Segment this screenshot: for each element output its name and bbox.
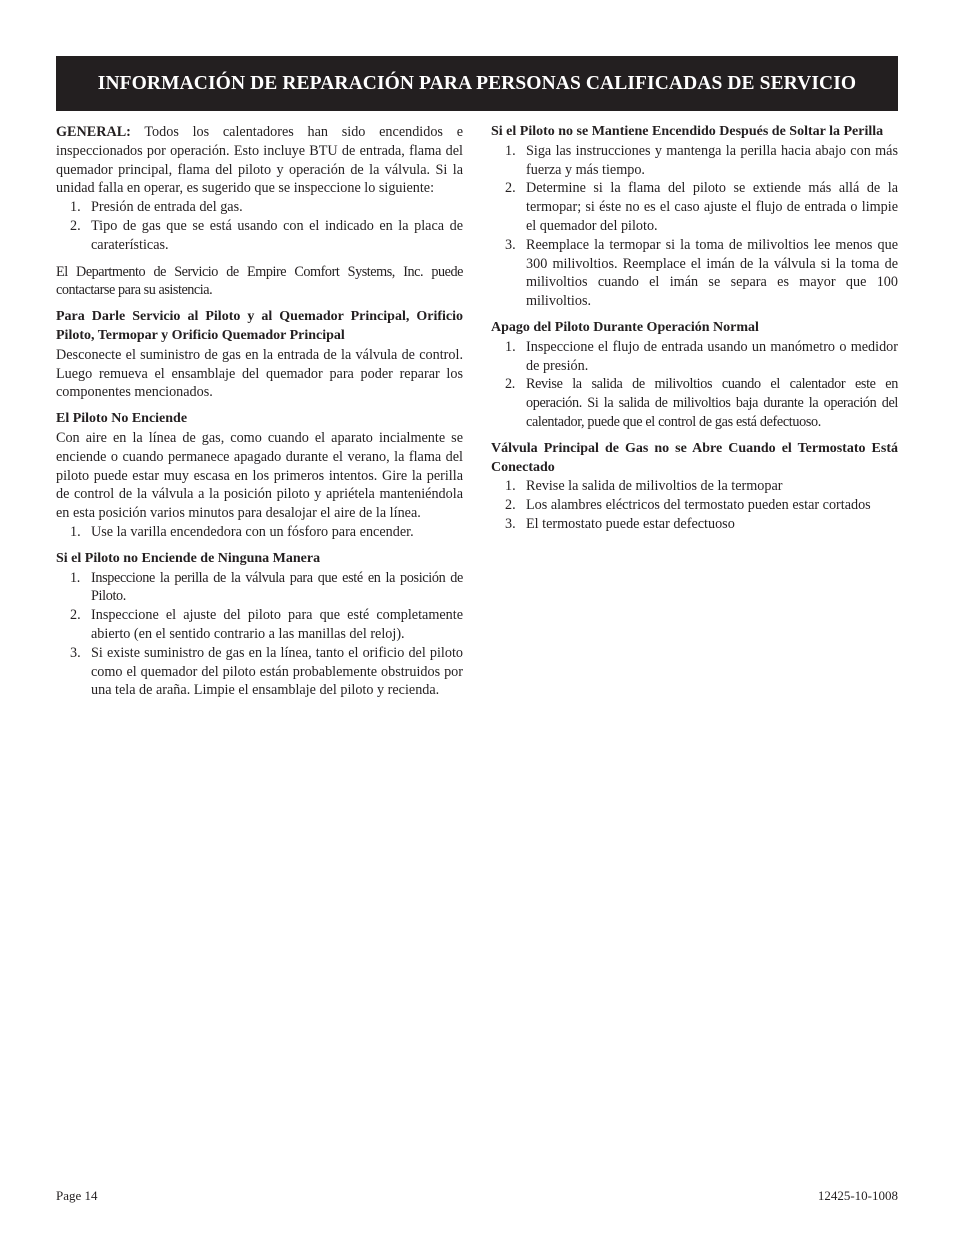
list-item xyxy=(491,477,898,496)
list-item xyxy=(491,515,898,534)
list-text: Revise la salida de milivoltios cuando el calentador este en operación. Si la salida de milivoltios baja durante la operación del calentador, puede que el control de gas está defectuoso. xyxy=(526,376,898,430)
list-text: El termostato puede estar defectuoso xyxy=(526,515,735,532)
outage-section xyxy=(491,319,898,432)
list-number: 1. xyxy=(70,199,81,216)
list-number: 3. xyxy=(505,236,516,253)
stays-lit-list xyxy=(491,142,898,311)
outage-heading: Apago del Piloto Durante Operación Normal xyxy=(491,319,759,335)
no-light-section xyxy=(56,410,463,542)
list-text: Presión de entrada del gas. xyxy=(91,199,243,216)
list-number: 1. xyxy=(70,569,80,586)
general-text: Todos los calentadores han sido encendidos e inspeccionados por operación. Esto incluye BTU de entrada, flama del quemador principal, flama del piloto y operación de la válvula. Si la unidad falla en operar, es sugerido que se inspeccione lo siguiente: xyxy=(56,124,463,197)
list-item xyxy=(56,198,463,217)
page-number: Page 14 xyxy=(56,1188,98,1203)
list-number: 1. xyxy=(70,523,81,540)
no-light-any-heading: Si el Piloto no Enciende de Ninguna Manera xyxy=(56,550,321,566)
list-number: 3. xyxy=(505,515,516,532)
general-list xyxy=(56,198,463,254)
list-item xyxy=(56,606,463,644)
list-item xyxy=(491,496,898,515)
page-title: INFORMACIÓN DE REPARACIÓN PARA PERSONAS CALIFICADAS DE SERVICIO xyxy=(97,72,857,94)
left-column xyxy=(56,123,463,708)
general-section xyxy=(56,123,463,255)
list-text: Determine si la flama del piloto se extiende más allá de la termopar; si éste no es el caso ajuste el flujo de entrada o limpie el quemador del piloto. xyxy=(526,180,898,234)
section-banner xyxy=(56,56,898,111)
stays-lit-section xyxy=(491,123,898,311)
list-item xyxy=(56,523,463,542)
list-item xyxy=(491,338,898,376)
list-number: 1. xyxy=(505,142,516,159)
stays-lit-heading: Si el Piloto no se Mantiene Encendido Después de Soltar la Perilla xyxy=(491,124,884,139)
valve-heading: Válvula Principal de Gas no se Abre Cuando el Termostato Está Conectado xyxy=(491,440,898,475)
valve-section xyxy=(491,440,898,534)
list-item xyxy=(491,179,898,235)
list-number: 2. xyxy=(70,217,81,234)
list-text: Reemplace la termopar si la toma de milivoltios lee menos que 300 milivoltios. Reemplace el imán de la válvula si la toma de milivoltios cuando el imán se separa es mayor que 100 milivoltios. xyxy=(526,236,898,310)
list-number: 2. xyxy=(70,607,81,624)
list-item xyxy=(56,217,463,255)
list-text: Si existe suministro de gas en la línea, tanto el orificio del piloto como el quemador del piloto están probablemente obstruidos por una tela de araña. Limpie el ensamblaje del piloto y recienda. xyxy=(91,644,463,699)
department-paragraph: El Departmento de Servicio de Empire Comfort Systems, Inc. puede contactarse para su asistencia. xyxy=(56,263,463,299)
list-item xyxy=(491,375,898,431)
list-number: 2. xyxy=(505,376,515,393)
list-text: Inspeccione la perilla de la válvula para que esté en la posición de Piloto. xyxy=(91,569,463,605)
list-number: 2. xyxy=(505,497,516,514)
general-lead: GENERAL: xyxy=(56,124,131,140)
list-number: 3. xyxy=(70,644,81,661)
list-text: Inspeccione el ajuste del piloto para que esté completamente abierto (en el sentido contrario a las manillas del reloj). xyxy=(91,607,463,642)
list-text: Inspeccione el flujo de entrada usando un manómetro o medidor de presión. xyxy=(526,338,898,374)
list-number: 2. xyxy=(505,180,516,197)
no-light-any-section xyxy=(56,550,463,700)
list-item xyxy=(491,142,898,180)
list-item xyxy=(56,644,463,700)
right-column xyxy=(491,123,898,542)
list-text: Tipo de gas que se está usando con el indicado en la placa de caraterísticas. xyxy=(91,217,463,253)
list-text: Use la varilla encendedora con un fósforo para encender. xyxy=(91,523,414,540)
list-number: 1. xyxy=(505,478,516,495)
department-section xyxy=(56,263,463,301)
list-text: Revise la salida de milivoltios de la termopar xyxy=(526,478,783,495)
service-heading: Para Darle Servicio al Piloto y al Quemador Principal, Orificio Piloto, Termopar y Orificio Quemador Principal xyxy=(56,309,463,343)
no-light-heading: El Piloto No Enciende xyxy=(56,411,188,427)
outage-list xyxy=(491,338,898,432)
list-text: Los alambres eléctricos del termostato pueden estar cortados xyxy=(526,497,871,514)
general-paragraph xyxy=(56,123,463,198)
valve-list xyxy=(491,477,898,533)
no-light-any-list xyxy=(56,569,463,701)
list-item xyxy=(491,236,898,311)
list-item xyxy=(56,569,463,607)
list-number: 1. xyxy=(505,338,516,355)
no-light-paragraph: Con aire en la línea de gas, como cuando el aparato incialmente se enciende o cuando permanece apagado durante el verano, la flama del piloto puede estar muy escasa en los primeros intentos. Gire la perilla de control de la válvula a la posición piloto y apriétela manteniéndola en esta posición varios minutos para desalojar el aire de la línea. xyxy=(56,429,463,522)
service-paragraph: Desconecte el suministro de gas en la entrada de la válvula de control. Luego remueva el ensamblaje del quemador para poder reparar los componentes mencionados. xyxy=(56,346,463,401)
list-text: Siga las instrucciones y mantenga la perilla hacia abajo con más fuerza y más tiempo. xyxy=(526,142,898,178)
document-number: 12425-10-1008 xyxy=(817,1188,898,1203)
no-light-list xyxy=(56,523,463,542)
service-section xyxy=(56,308,463,402)
